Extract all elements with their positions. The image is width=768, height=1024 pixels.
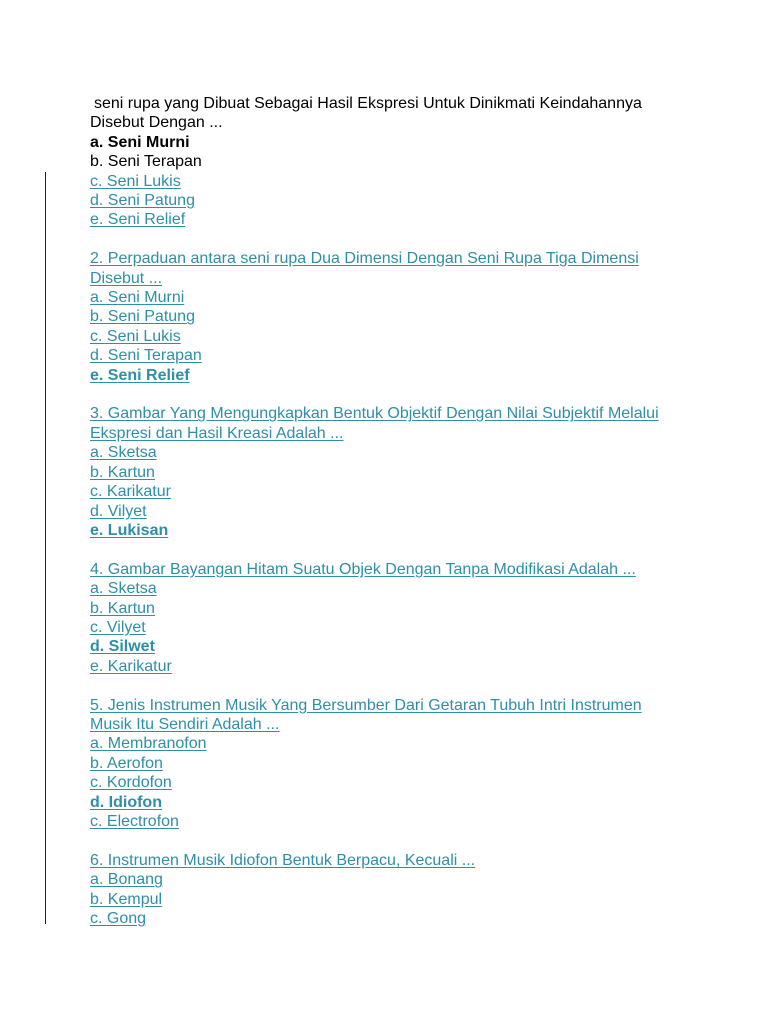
page-margin-rule [45, 172, 46, 924]
question-5-option-c-link[interactable]: c. Kordofon [90, 774, 172, 792]
question-6-option-b-link[interactable]: b. Kempul [90, 890, 163, 908]
question-3-option-c-link[interactable]: c. Karikatur [90, 483, 171, 501]
question-4 [90, 560, 690, 676]
question-2-text-line-2-link[interactable]: Disebut ... [90, 269, 163, 287]
question-6-option-a-link[interactable]: a. Bonang [90, 871, 163, 889]
question-4-option-b-link[interactable]: b. Kartun [90, 599, 155, 617]
question-5-option-d-link[interactable]: d. Idiofon [90, 793, 162, 811]
question-6-option-c-link[interactable]: c. Gong [90, 909, 147, 927]
question-6-text-line-1-link[interactable]: 6. Instrumen Musik Idiofon Bentuk Berpacu, Kecuali ... [90, 851, 476, 869]
question-1-text-line-2: Disebut Dengan ... [90, 114, 223, 132]
question-5 [90, 696, 690, 832]
question-4-option-d-link[interactable]: d. Silwet [90, 638, 155, 656]
question-5-option-e-link[interactable]: c. Electrofon [90, 812, 179, 830]
question-2-option-c-link[interactable]: c. Seni Lukis [90, 327, 181, 345]
question-1-option-c-link[interactable]: c. Seni Lukis [90, 172, 181, 190]
question-4-option-c-link[interactable]: c. Vilyet [90, 618, 146, 636]
question-2-option-d-link[interactable]: d. Seni Terapan [90, 347, 202, 365]
question-4-option-e-link[interactable]: e. Karikatur [90, 657, 172, 675]
question-4-option-a-link[interactable]: a. Sketsa [90, 580, 157, 598]
question-2-text-line-1-link[interactable]: 2. Perpaduan antara seni rupa Dua Dimensi Dengan Seni Rupa Tiga Dimensi [90, 250, 639, 268]
question-5-text-line-1-link[interactable]: 5. Jenis Instrumen Musik Yang Bersumber Dari Getaran Tubuh Intri Instrumen [90, 696, 642, 714]
question-3-option-e-link[interactable]: e. Lukisan [90, 521, 169, 539]
question-5-option-b-link[interactable]: b. Aerofon [90, 754, 163, 772]
question-1-text-line-1: seni rupa yang Dibuat Sebagai Hasil Ekspresi Untuk Dinikmati Keindahannya [94, 95, 642, 112]
question-1-option-b: b. Seni Terapan [90, 153, 202, 171]
question-2 [90, 249, 690, 385]
document-body [90, 94, 690, 948]
question-2-option-a-link[interactable]: a. Seni Murni [90, 289, 185, 307]
question-3-option-d-link[interactable]: d. Vilyet [90, 502, 147, 520]
question-5-text-line-2-link[interactable]: Musik Itu Sendiri Adalah ... [90, 715, 280, 733]
question-1-option-a: a. Seni Murni [90, 133, 190, 151]
question-3-option-a-link[interactable]: a. Sketsa [90, 444, 157, 462]
question-6 [90, 851, 690, 929]
question-5-option-a-link[interactable]: a. Membranofon [90, 735, 207, 753]
question-2-option-e-link[interactable]: e. Seni Relief [90, 366, 190, 384]
question-3-text-line-1-link[interactable]: 3. Gambar Yang Mengungkapkan Bentuk Objektif Dengan Nilai Subjektif Melalui [90, 405, 659, 423]
question-3-text-line-2-link[interactable]: Ekspresi dan Hasil Kreasi Adalah ... [90, 424, 344, 442]
question-3-option-b-link[interactable]: b. Kartun [90, 463, 155, 481]
question-4-text-line-1-link[interactable]: 4. Gambar Bayangan Hitam Suatu Objek Dengan Tanpa Modifikasi Adalah ... [90, 560, 636, 578]
question-1-option-d-link[interactable]: d. Seni Patung [90, 192, 195, 210]
question-2-option-b-link[interactable]: b. Seni Patung [90, 308, 195, 326]
question-3 [90, 404, 690, 540]
question-1-option-e-link[interactable]: e. Seni Relief [90, 211, 186, 229]
question-1 [90, 94, 690, 230]
